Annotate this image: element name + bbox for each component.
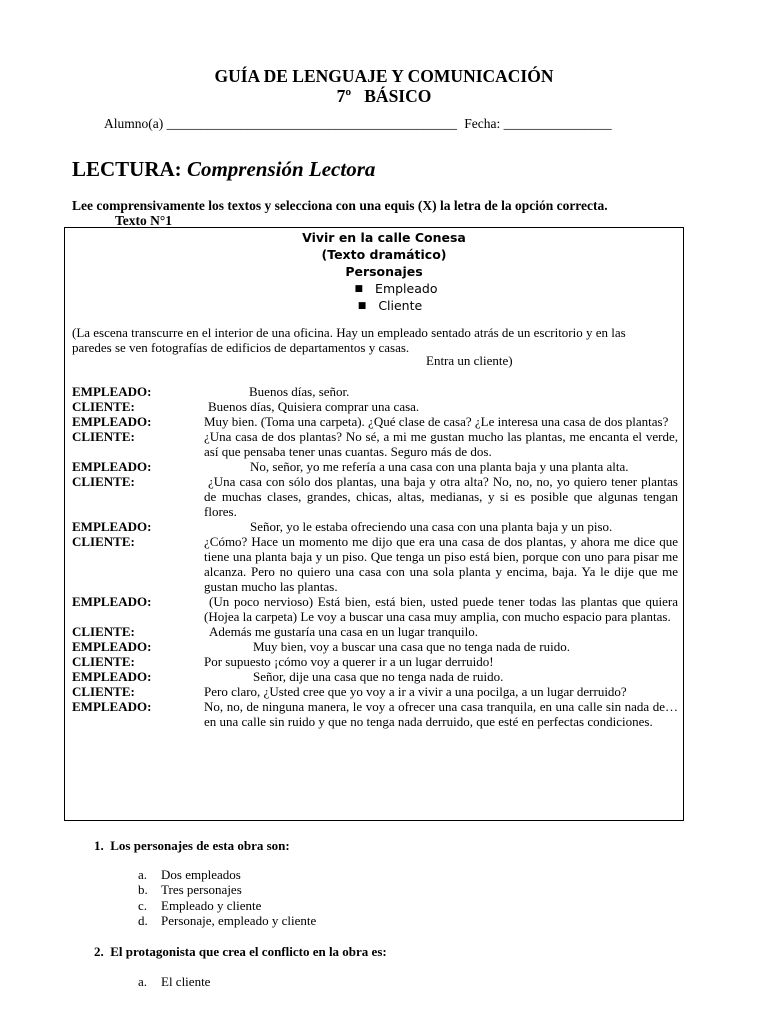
dialogue-text: ¿Una casa con sólo dos plantas, una baja y otra alta? No, no, no, yo quiero tener plantas de muchas clases, grandes, chicas, altas, medianas, y si es posible que algunas tengan flores.	[204, 474, 678, 519]
speaker-label: CLIENTE:	[72, 429, 135, 444]
dialogue-line	[72, 399, 678, 414]
option-letter: d.	[138, 913, 148, 928]
option-1d[interactable]	[138, 913, 316, 929]
student-name-field[interactable]: Alumno(a) ___________________________________________	[104, 116, 457, 131]
character-item-2	[6, 298, 768, 313]
dialogue-line	[72, 654, 678, 669]
speaker-label: EMPLEADO:	[72, 594, 152, 609]
option-1b[interactable]	[138, 882, 242, 898]
dialogue-line	[72, 594, 678, 624]
speaker-label: CLIENTE:	[72, 624, 135, 639]
play-title: Vivir en la calle Conesa	[302, 230, 466, 245]
option-letter: c.	[138, 898, 148, 913]
character-item-1	[12, 281, 768, 296]
dialogue-line	[72, 384, 678, 399]
dialogue-text: Muy bien, voy a buscar una casa que no tenga nada de ruido.	[253, 639, 570, 654]
dialogue-line	[72, 639, 678, 654]
option-letter: a.	[138, 974, 148, 989]
instruction-text: Lee comprensivamente los textos y selecciona con una equis (X) la letra de la opción correcta.	[72, 198, 608, 213]
date-field[interactable]: Fecha: ________________	[464, 116, 612, 131]
scene-description-line-3: Entra un cliente)	[426, 353, 513, 368]
dialogue-text: No, señor, yo me refería a una casa con una planta baja y una planta alta.	[250, 459, 629, 474]
dialogue-line	[72, 624, 678, 639]
student-info-line	[104, 116, 612, 132]
dialogue-line	[72, 699, 678, 729]
dialogue-text: Además me gustaría una casa en un lugar tranquilo.	[209, 624, 478, 639]
question-number: 2.	[94, 944, 104, 959]
question-number: 1.	[94, 838, 104, 853]
dialogue-text: ¿Una casa de dos plantas? No sé, a mi me gustan mucho las plantas, me encanta el verde, así que pensaba tener unas cuantas. Seguro más de dos.	[204, 429, 678, 459]
dialogue-text: Muy bien. (Toma una carpeta). ¿Qué clase de casa? ¿Le interesa una casa de dos plantas?	[204, 414, 669, 429]
option-text: Personaje, empleado y cliente	[161, 913, 317, 928]
section-heading	[72, 157, 375, 182]
section-title: Comprensión Lectora	[186, 157, 376, 181]
speaker-label: EMPLEADO:	[72, 519, 152, 534]
question-2	[94, 944, 387, 960]
characters-heading: Personajes	[345, 264, 423, 279]
speaker-label: EMPLEADO:	[72, 384, 152, 399]
text-number-label: Texto N°1	[115, 213, 173, 228]
dialogue-text: Buenos días, señor.	[249, 384, 350, 399]
dialogue-line	[72, 534, 678, 594]
character-name: Empleado	[375, 281, 438, 296]
dialogue-line	[72, 459, 678, 474]
dialogue-text: (Un poco nervioso) Está bien, está bien, usted puede tener todas las plantas que quiera (Hojea la carpeta) Le voy a buscar una casa muy amplia, con mucho espacio para plantas.	[204, 594, 678, 624]
option-text: Dos empleados	[161, 867, 241, 882]
dialogue-text: Por supuesto ¡cómo voy a querer ir a un lugar derruido!	[204, 654, 494, 669]
speaker-label: EMPLEADO:	[72, 699, 152, 714]
option-text: El cliente	[161, 974, 211, 989]
bullet-icon: ■	[354, 284, 364, 294]
document-title: GUÍA DE LENGUAJE Y COMUNICACIÓN	[214, 66, 554, 86]
bullet-icon: ■	[357, 301, 367, 311]
speaker-label: CLIENTE:	[72, 399, 135, 414]
speaker-label: CLIENTE:	[72, 654, 135, 669]
dialogue-text: No, no, de ninguna manera, le voy a ofrecer una casa tranquila, en una calle sin nada de… en una calle sin ruido y que no tenga nada derruido, que esté en perfectas condiciones.	[204, 699, 678, 729]
speaker-label: EMPLEADO:	[72, 414, 152, 429]
section-prefix: LECTURA:	[72, 157, 182, 181]
question-text: El protagonista que crea el conflicto en la obra es:	[110, 944, 387, 959]
option-text: Empleado y cliente	[161, 898, 262, 913]
play-genre: (Texto dramático)	[321, 247, 447, 262]
speaker-label: EMPLEADO:	[72, 669, 152, 684]
speaker-label: EMPLEADO:	[72, 459, 152, 474]
dialogue-text: ¿Cómo? Hace un momento me dijo que era una casa de dos plantas, y ahora me dice que tiene una planta baja y un piso. Que tenga un piso está bien, porque con uno para pisar me alcanza. Pero no quiero una casa con una sola planta y encima, baja. Ya le dije que me gustan mucho las plantas.	[204, 534, 678, 594]
speaker-label: CLIENTE:	[72, 474, 135, 489]
option-letter: a.	[138, 867, 148, 882]
speaker-label: CLIENTE:	[72, 684, 135, 699]
option-2a[interactable]	[138, 974, 210, 990]
dialogue-block	[72, 384, 678, 729]
dialogue-text: Señor, dije una casa que no tenga nada de ruido.	[253, 669, 504, 684]
dialogue-text: Señor, yo le estaba ofreciendo una casa con una planta baja y un piso.	[250, 519, 613, 534]
character-name: Cliente	[378, 298, 423, 313]
dialogue-text: Pero claro, ¿Usted cree que yo voy a ir a vivir a una pocilga, a un lugar derruido?	[204, 684, 627, 699]
option-1c[interactable]	[138, 898, 261, 914]
dialogue-line	[72, 684, 678, 699]
dialogue-line	[72, 669, 678, 684]
dialogue-line	[72, 519, 678, 534]
scene-description-line-2: paredes se ven fotografías de edificios de departamentos y casas.	[72, 340, 410, 355]
speaker-label: CLIENTE:	[72, 534, 135, 549]
dialogue-line	[72, 414, 678, 429]
question-1	[94, 838, 290, 854]
option-1a[interactable]	[138, 867, 241, 883]
option-text: Tres personajes	[161, 882, 242, 897]
dialogue-text: Buenos días, Quisiera comprar una casa.	[208, 399, 420, 414]
scene-description-line-1: (La escena transcurre en el interior de una oficina. Hay un empleado sentado atrás de un escritorio y en las	[72, 325, 626, 340]
option-letter: b.	[138, 882, 148, 897]
question-text: Los personajes de esta obra son:	[110, 838, 290, 853]
grade-title: 7º BÁSICO	[336, 86, 432, 106]
dialogue-line	[72, 474, 678, 519]
speaker-label: EMPLEADO:	[72, 639, 152, 654]
dialogue-line	[72, 429, 678, 459]
